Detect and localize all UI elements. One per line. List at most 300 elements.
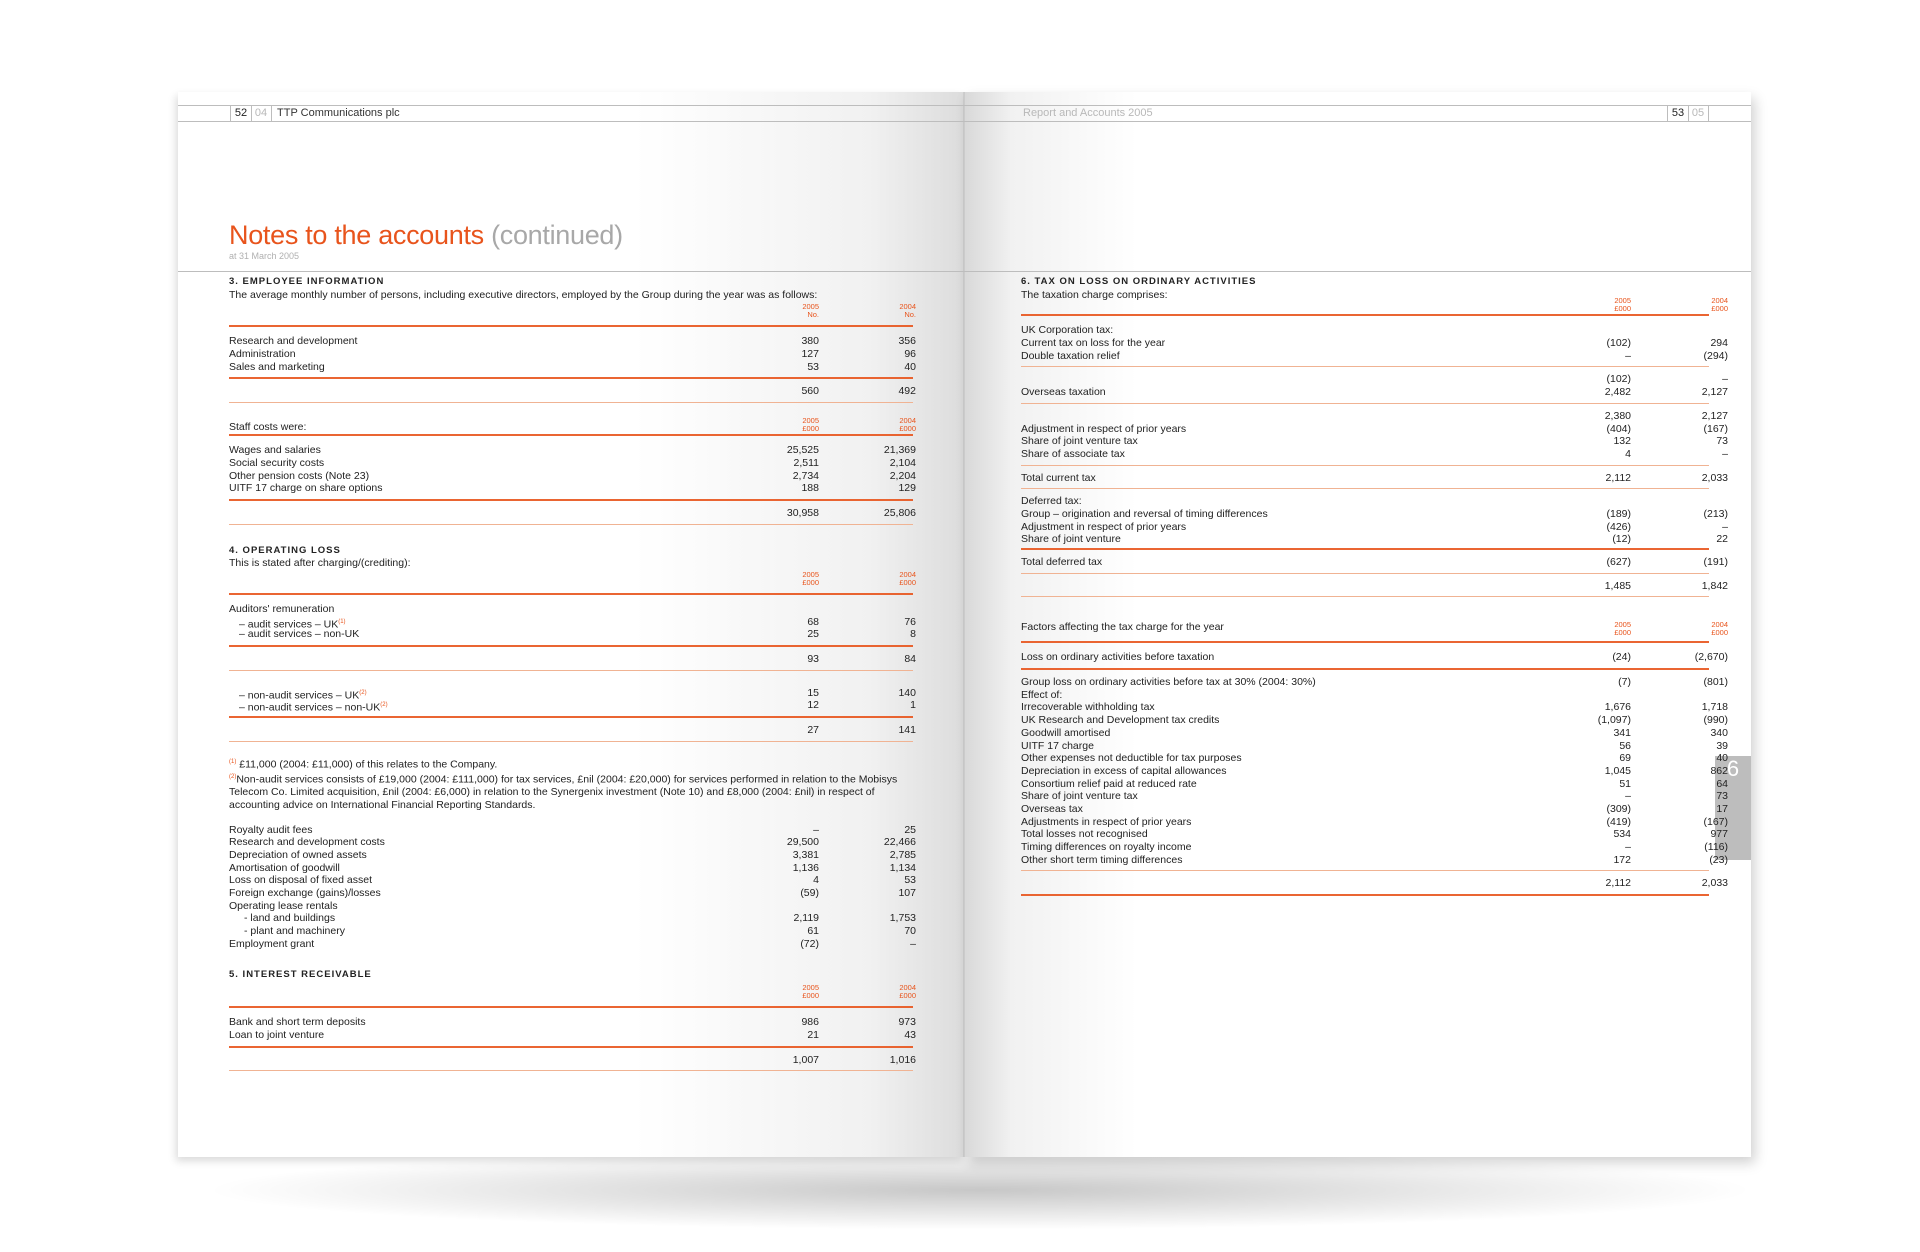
row-label: Deferred tax: [1021, 495, 1082, 508]
orange-rule [1021, 668, 1709, 670]
value-2004: (2,670) [1694, 651, 1728, 664]
value-2005: (309) [1606, 802, 1631, 815]
row-label: Adjustment in respect of prior years [1021, 520, 1187, 533]
table-row [1021, 409, 1728, 423]
value-2004: 84 [904, 653, 916, 666]
value-2005: 1,485 [1604, 579, 1631, 592]
footnote-2 [229, 771, 913, 812]
spacer [229, 327, 913, 335]
table-row [1021, 676, 1728, 689]
footnote-mark: (2) [359, 689, 367, 696]
year-label: 2005 [802, 416, 819, 426]
value-2005: 3,381 [792, 849, 819, 861]
table-row [1021, 701, 1728, 714]
row-label: Timing differences on royalty income [1021, 841, 1192, 854]
value-2004: 1,753 [889, 912, 916, 925]
year-label: 2005 [802, 570, 819, 579]
row-label: Adjustments in respect of prior years [1021, 815, 1192, 828]
table-row [229, 900, 913, 913]
value-2005: (189) [1606, 507, 1631, 520]
year-header-2004 [856, 303, 916, 319]
value-2005: 25 [807, 628, 819, 641]
value-2004: 17 [1716, 802, 1728, 815]
spacer [229, 525, 913, 545]
value-2005: (59) [800, 887, 819, 900]
value-2005: 1,676 [1604, 701, 1631, 714]
table-row [1021, 726, 1728, 740]
value-2005: 1,007 [792, 1053, 819, 1066]
table-row [229, 1028, 916, 1042]
value-2005: – [1625, 841, 1631, 854]
value-2005: 1,136 [792, 861, 819, 874]
table-row [229, 653, 916, 666]
value-2004: (990) [1703, 714, 1728, 727]
row-label: Administration [229, 348, 296, 361]
row-label: Share of joint venture tax [1021, 790, 1138, 803]
book-shadow [200, 1150, 1760, 1230]
table-row [229, 603, 913, 616]
unit-label: £000 [899, 424, 916, 434]
row-label: Total losses not recognised [1021, 828, 1148, 841]
intro-text: This is stated after charging/(crediting): [229, 557, 411, 570]
year-label: 2005 [802, 983, 819, 993]
value-2005: 56 [1619, 739, 1631, 752]
value-2005: (72) [800, 937, 819, 950]
table-row [229, 348, 916, 361]
table-row [229, 385, 916, 398]
footnote-mark: (2) [229, 774, 237, 781]
row-label: Loss on ordinary activities before taxation [1021, 651, 1215, 664]
table-row [1021, 841, 1728, 854]
section-heading: 3. EMPLOYEE INFORMATION [229, 276, 385, 287]
row-label: Other expenses not deductible for tax purposes [1021, 752, 1242, 765]
value-2004: – [910, 937, 916, 950]
value-2005: (426) [1606, 520, 1631, 533]
value-2004: 43 [904, 1028, 916, 1041]
row-label: – audit services – non-UK [239, 628, 360, 641]
year-header [229, 302, 916, 325]
value-2004: (294) [1703, 349, 1728, 362]
row-label: Irrecoverable withholding tax [1021, 701, 1155, 714]
page-title [229, 220, 623, 251]
table-row [1021, 815, 1728, 829]
value-2004: 70 [904, 925, 916, 938]
factors-label: Factors affecting the tax charge for the year [1021, 621, 1224, 634]
value-2005: – [813, 823, 819, 836]
unit-label: £000 [1614, 304, 1631, 314]
table-row [1021, 714, 1728, 727]
table-row [229, 724, 916, 737]
value-2004: 25 [904, 823, 916, 836]
right-header-top-rule [964, 105, 1751, 106]
value-2004: 973 [898, 1016, 916, 1029]
table-row [1021, 533, 1728, 546]
row-label: – non-audit services – UK$^{(2)}$ [239, 689, 367, 702]
row-label: UK Corporation tax: [1021, 324, 1114, 337]
table-row [229, 456, 916, 470]
table-row [1021, 752, 1728, 765]
year-label: 2004 [899, 570, 916, 579]
spacer [229, 1008, 913, 1016]
row-label: Adjustment in respect of prior years [1021, 422, 1187, 435]
value-2005: (7) [1618, 676, 1631, 689]
value-2004: – [1722, 373, 1728, 386]
row-label: Total deferred tax [1021, 556, 1103, 569]
table-row [1021, 435, 1728, 448]
orange-rule [1021, 314, 1709, 316]
value-2004: 21,369 [883, 444, 916, 457]
orange-rule [229, 1046, 913, 1048]
report-title: Report and Accounts 2005 [1023, 107, 1153, 119]
value-2004: 141 [898, 724, 916, 737]
value-2005: 53 [807, 360, 819, 373]
table-row [229, 887, 916, 900]
row-label: Loan to joint venture [229, 1028, 325, 1041]
table-row [229, 874, 916, 887]
table-row [229, 912, 916, 925]
spacer [229, 812, 913, 824]
table-row [229, 925, 916, 938]
table-row [1021, 373, 1728, 386]
table-row [1021, 386, 1728, 399]
value-2005: 51 [1619, 777, 1631, 790]
value-2005: 1,045 [1604, 764, 1631, 777]
right-section-number: 05 [1688, 106, 1709, 121]
value-2004: 1,016 [889, 1053, 916, 1066]
table-row [229, 1053, 916, 1067]
left-page-number: 52 [230, 106, 252, 121]
year-header [1021, 620, 1728, 641]
table-row [1021, 802, 1728, 816]
table-row [1021, 337, 1728, 350]
table-row [229, 836, 916, 849]
value-2004: 40 [904, 360, 916, 373]
value-2004: 2,104 [889, 456, 916, 469]
row-label: Overseas tax [1021, 802, 1083, 815]
year-label: 2005 [802, 302, 819, 312]
table-row [229, 506, 916, 520]
year-label: 2004 [1711, 620, 1728, 630]
section-heading: 5. INTEREST RECEIVABLE [229, 968, 372, 980]
value-2005: 2,112 [1605, 471, 1631, 484]
title-continued: (continued) [491, 220, 623, 250]
orange-rule [229, 499, 913, 501]
value-2005: 172 [1613, 853, 1631, 866]
table-row [1021, 828, 1728, 841]
section-heading: 6. TAX ON LOSS ON ORDINARY ACTIVITIES [1021, 276, 1257, 287]
orange-rule [229, 1006, 913, 1008]
table-row [1021, 471, 1728, 485]
table-row [1021, 447, 1728, 461]
right-header-bottom-rule [964, 121, 1751, 122]
section-tab: 6 [1715, 756, 1751, 860]
value-2004: 40 [1716, 752, 1728, 765]
value-2005: 12 [807, 699, 819, 712]
year-label: 2004 [899, 416, 916, 426]
table-row [1021, 324, 1709, 337]
value-2004: 22,466 [883, 836, 916, 849]
value-2004: – [1722, 447, 1728, 460]
value-2004: (167) [1703, 422, 1728, 435]
row-label: Share of associate tax [1021, 447, 1125, 460]
row-label: Bank and short term deposits [229, 1016, 366, 1029]
spacer [229, 742, 913, 756]
intro-text: The average monthly number of persons, including executive directors, employed by the Group during the year was as follows: [229, 288, 818, 301]
orange-rule [1021, 641, 1709, 643]
row-label: Group – origination and reversal of timing differences [1021, 507, 1268, 520]
value-2005: (12) [1612, 533, 1631, 546]
value-2005: 341 [1613, 726, 1631, 739]
thin-rule [229, 1070, 913, 1071]
value-2004: 2,033 [1701, 877, 1728, 890]
value-2005: 68 [807, 615, 819, 628]
row-label: Operating lease rentals [229, 899, 338, 912]
value-2004: 1,842 [1701, 579, 1728, 592]
table-row [1021, 877, 1728, 890]
unit-label: £000 [1614, 628, 1631, 638]
table-row [1021, 579, 1728, 593]
year-header-2004 [1668, 621, 1728, 637]
value-2004: (23) [1709, 853, 1728, 866]
value-2005: 2,112 [1605, 877, 1631, 890]
company-name: TTP Communications plc [277, 107, 400, 119]
value-2005: 15 [807, 686, 819, 699]
spacer [229, 436, 913, 444]
value-2004: 2,033 [1701, 471, 1728, 484]
table-row [229, 849, 916, 862]
left-header-bottom-rule [178, 121, 964, 122]
value-2005: 30,958 [786, 506, 819, 519]
value-2005: 2,511 [793, 456, 819, 469]
left-header-top-rule [178, 105, 964, 106]
staff-costs-label: Staff costs were: [229, 421, 307, 434]
orange-rule [229, 645, 913, 647]
value-2005: 25,525 [786, 444, 819, 457]
value-2004: 25,806 [883, 506, 916, 519]
table-row [229, 1016, 916, 1029]
row-label: Other pension costs (Note 23) [229, 469, 370, 482]
row-label: Current tax on loss for the year [1021, 337, 1166, 350]
spacer [229, 951, 913, 969]
table-row [229, 444, 916, 457]
row-label: UITF 17 charge on share options [229, 482, 383, 495]
row-label: Total current tax [1021, 471, 1096, 484]
value-2005: 4 [1625, 447, 1631, 460]
unit-label: £000 [802, 424, 819, 434]
footnote-mark: (1) [229, 758, 237, 765]
table-row [229, 615, 916, 631]
row-label: Foreign exchange (gains)/losses [229, 887, 381, 900]
value-2004: 140 [898, 686, 916, 699]
value-2004: (801) [1703, 676, 1728, 689]
row-label: Group loss on ordinary activities before tax at 30% (2004: 30%) [1021, 676, 1316, 689]
spacer [229, 671, 913, 687]
page-subtitle: at 31 March 2005 [229, 251, 300, 261]
title-rule-left [178, 271, 964, 272]
value-2005: 2,482 [1604, 386, 1631, 399]
row-label: UK Research and Development tax credits [1021, 714, 1220, 727]
table-row [229, 699, 916, 714]
row-label: Depreciation in excess of capital allowances [1021, 764, 1227, 777]
year-header-2004 [1668, 297, 1728, 313]
value-2005: 2,119 [793, 912, 819, 925]
year-label: 2004 [899, 302, 916, 312]
value-2004: 862 [1710, 764, 1728, 777]
value-2004: 8 [910, 628, 916, 641]
value-2005: (1,097) [1597, 714, 1631, 727]
row-label: – audit services – UK$^{(1)}$ [239, 618, 346, 631]
table-row [229, 628, 916, 641]
footnote-mark: (1) [338, 618, 346, 625]
orange-rule [1021, 894, 1709, 896]
value-2005: 188 [801, 482, 819, 495]
table-row [1021, 853, 1728, 867]
row-label: - land and buildings [244, 912, 336, 925]
year-label: 2005 [1614, 296, 1631, 306]
table-row [1021, 689, 1709, 702]
table-row [1021, 520, 1728, 534]
table-row [1021, 764, 1728, 778]
value-2005: – [1625, 790, 1631, 803]
footnote-1 [229, 756, 913, 771]
row-label: Double taxation relief [1021, 349, 1120, 362]
value-2005: 986 [801, 1016, 819, 1029]
spacer [1021, 316, 1709, 324]
year-header-2004 [856, 417, 916, 433]
year-header-2005 [759, 571, 819, 587]
value-2004: (191) [1703, 556, 1728, 569]
table-row [229, 335, 916, 348]
row-label: Consortium relief paid at reduced rate [1021, 777, 1197, 790]
row-label: – non-audit services – non-UK$^{(2)}$ [239, 701, 388, 714]
unit-label: £000 [1711, 628, 1728, 638]
year-header-2004 [856, 984, 916, 1000]
row-label: UITF 17 charge [1021, 739, 1094, 752]
value-2005: (24) [1612, 651, 1631, 664]
value-2004: 1,134 [889, 861, 916, 874]
value-2005: (102) [1606, 373, 1631, 386]
value-2005: 21 [807, 1028, 819, 1041]
spacer [229, 595, 913, 603]
value-2004: 1 [910, 699, 916, 712]
table-row [229, 861, 916, 875]
unit-label: No. [807, 310, 819, 320]
year-header [229, 570, 916, 593]
value-2005: (404) [1606, 422, 1631, 435]
row-label: Overseas taxation [1021, 386, 1106, 399]
section-heading: 4. OPERATING LOSS [229, 544, 341, 556]
value-2004: 1,718 [1701, 701, 1728, 714]
row-label: Wages and salaries [229, 444, 321, 457]
value-2005: (102) [1606, 337, 1631, 350]
book-spine [963, 92, 965, 1157]
value-2004: (116) [1704, 841, 1728, 854]
footnote-text: £11,000 (2004: £11,000) of this relates to the Company. [236, 758, 498, 771]
row-label: Research and development costs [229, 836, 385, 849]
row-label: Goodwill amortised [1021, 726, 1111, 739]
value-2004: 22 [1716, 533, 1728, 546]
row-label: Loss on disposal of fixed asset [229, 874, 373, 887]
year-header-2005 [759, 984, 819, 1000]
title-main: Notes to the accounts [229, 220, 484, 250]
value-2005: 93 [807, 653, 819, 666]
row-label: Research and development [229, 335, 358, 348]
value-2005: 380 [801, 335, 819, 348]
unit-label: £000 [1711, 304, 1728, 314]
row-label: Sales and marketing [229, 360, 325, 373]
row-label: Other short term timing differences [1021, 853, 1183, 866]
value-2005: (627) [1606, 556, 1631, 569]
left-section-number: 04 [251, 106, 272, 121]
row-label: Social security costs [229, 456, 325, 469]
row-label: Share of joint venture [1021, 533, 1121, 546]
row-label: Royalty audit fees [229, 823, 313, 836]
value-2005: – [1625, 349, 1631, 362]
table-row [229, 686, 916, 702]
table-row [1021, 651, 1728, 664]
table-row [229, 469, 916, 483]
year-header-2004 [856, 571, 916, 587]
value-2004: 64 [1716, 777, 1728, 790]
orange-rule [229, 593, 913, 595]
value-2004: 53 [904, 874, 916, 887]
value-2004: 356 [898, 335, 916, 348]
value-2004: 2,785 [889, 849, 916, 861]
value-2005: 69 [1619, 752, 1631, 765]
intro-text: The taxation charge comprises: [1021, 288, 1168, 301]
value-2004: 977 [1710, 828, 1728, 841]
left-column [229, 276, 916, 1071]
spacer [1021, 643, 1709, 651]
value-2004: 96 [904, 348, 916, 361]
right-column [1021, 276, 1728, 896]
year-header-2005 [1571, 297, 1631, 313]
year-header-2005 [759, 417, 819, 433]
table-row [1021, 422, 1728, 436]
value-2004: 39 [1716, 739, 1728, 752]
year-header [1021, 296, 1728, 314]
value-2005: 132 [1613, 435, 1631, 448]
value-2004: 492 [898, 385, 916, 398]
value-2004: 2,127 [1701, 409, 1728, 422]
value-2005: (419) [1606, 815, 1631, 828]
table-row [1021, 349, 1728, 363]
footnote-mark: (2) [380, 702, 388, 709]
table-row [229, 823, 916, 837]
value-2005: 534 [1613, 828, 1631, 841]
table-row [1021, 495, 1709, 508]
value-2004: 340 [1710, 726, 1728, 739]
year-header-2005 [1571, 621, 1631, 637]
unit-label: No. [904, 310, 916, 320]
table-row [229, 937, 916, 951]
table-row [1021, 556, 1728, 569]
row-label: Depreciation of owned assets [229, 849, 367, 861]
table-row [1021, 790, 1728, 803]
value-2005: 560 [801, 385, 819, 398]
unit-label: £000 [802, 991, 819, 1001]
year-header [229, 983, 916, 1006]
year-header-2005 [759, 303, 819, 319]
spacer [229, 403, 913, 417]
row-label: - plant and machinery [244, 925, 345, 938]
value-2004: 129 [898, 482, 916, 495]
value-2004: – [1722, 520, 1728, 533]
orange-rule [229, 377, 913, 379]
value-2005: 2,380 [1604, 409, 1631, 422]
unit-label: £000 [899, 991, 916, 1001]
value-2005: 29,500 [786, 836, 819, 849]
